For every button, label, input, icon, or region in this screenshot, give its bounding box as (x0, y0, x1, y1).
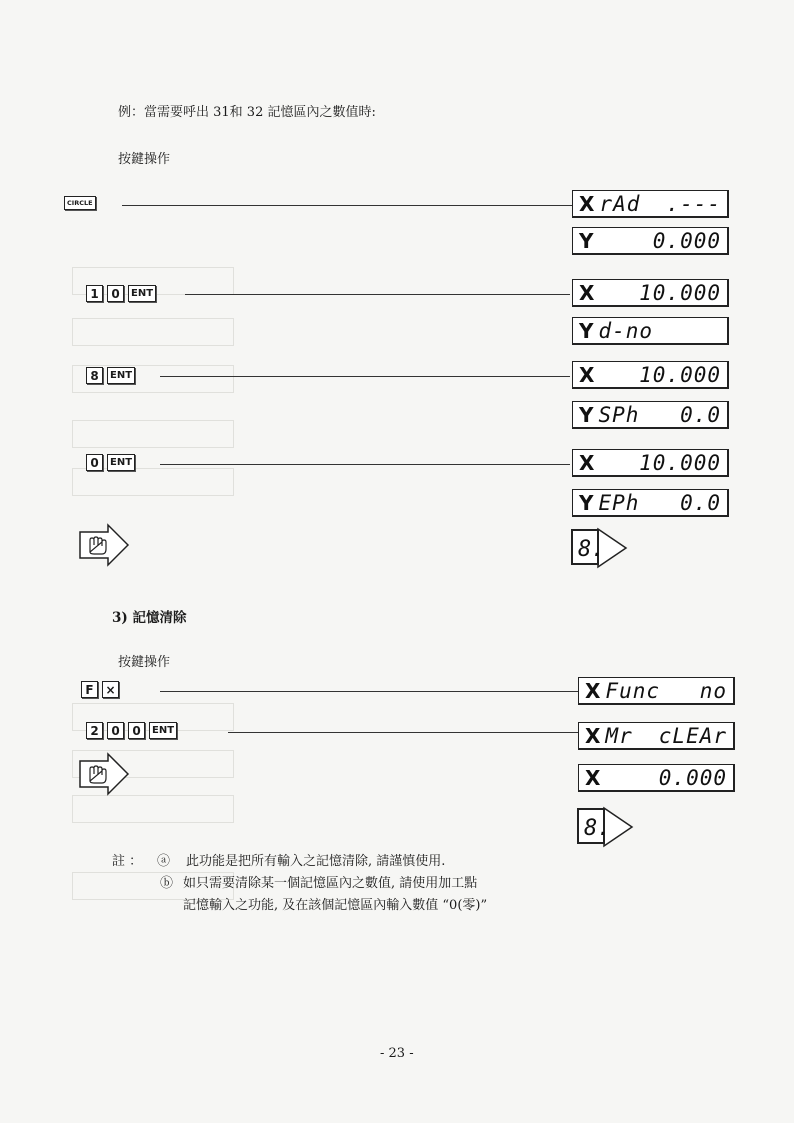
display-text: Mr (605, 723, 633, 748)
connector-line (122, 205, 572, 206)
display-x (578, 722, 735, 750)
display-value: 10.000 (639, 450, 721, 475)
key-sequence (64, 196, 96, 210)
section-title: 3) 記憶清除 (112, 610, 187, 626)
ghost-display (72, 795, 234, 823)
display-value: no (699, 678, 727, 703)
example-text: 例：當需要呼出 31和 32 記憶區內之數值時: (118, 105, 376, 120)
axis-label: X (579, 362, 596, 387)
key-sequence (81, 681, 119, 698)
display-x (578, 677, 735, 705)
ghost-display (72, 468, 234, 496)
note-b-line1: 如只需要清除某一個記憶區內之數值, 請使用加工點 (183, 876, 478, 891)
display-x (572, 190, 729, 218)
axis-label: X (585, 723, 602, 748)
connector-line (185, 294, 570, 295)
display-text: Func (605, 678, 660, 703)
function-key[interactable]: F (81, 681, 98, 698)
display-text: d-no (598, 318, 654, 343)
display-x (572, 279, 729, 307)
note-b-line2: 記憶輸入之功能, 及在該個記憶區內輸入數值 “0(零)” (183, 898, 488, 913)
axis-label: X (585, 765, 602, 790)
display-value: 0.0 (680, 490, 721, 515)
digit-1-key[interactable]: 1 (86, 285, 103, 302)
axis-label: X (585, 678, 602, 703)
key-sequence (86, 285, 156, 302)
display-value: 0.0 (680, 402, 721, 427)
display-value: 0.000 (652, 228, 721, 253)
ent-key[interactable]: ENT (149, 722, 177, 739)
ent-key[interactable]: ENT (107, 454, 135, 471)
indicator-value: 8. (578, 537, 605, 562)
display-value: 0.000 (658, 765, 727, 790)
axis-label: Y (579, 318, 595, 343)
note-a: 此功能是把所有輸入之記憶清除, 請謹慎使用. (186, 854, 446, 869)
digit-0-key[interactable]: 0 (107, 722, 124, 739)
note-label: 註 ： (112, 854, 143, 869)
ghost-display (72, 318, 234, 346)
digit-0-key[interactable]: 0 (86, 454, 103, 471)
connector-line (228, 732, 578, 733)
ent-key[interactable]: ENT (107, 367, 135, 384)
display-value: 10.000 (639, 280, 721, 305)
display-value: cLEAr (658, 723, 727, 748)
ghost-display (72, 420, 234, 448)
display-y (572, 227, 729, 255)
connector-line (160, 464, 570, 465)
connector-line (160, 691, 578, 692)
display-value: 10.000 (639, 362, 721, 387)
key-operation-label: 按鍵操作 (118, 152, 171, 167)
display-y (572, 317, 729, 345)
display-value: .--- (666, 191, 721, 216)
display-x (578, 764, 735, 792)
ent-key[interactable]: ENT (128, 285, 156, 302)
digit-8-key[interactable]: 8 (86, 367, 103, 384)
display-y (572, 489, 729, 517)
hand-pointer-icon (78, 752, 130, 796)
axis-label: X (579, 280, 596, 305)
axis-label: Y (579, 402, 595, 427)
display-x (572, 361, 729, 389)
display-x (572, 449, 729, 477)
note-a-mark: ⓐ (157, 854, 171, 869)
display-text: SPh (598, 402, 640, 427)
circle-key[interactable]: CIRCLE (64, 196, 96, 210)
indicator-display-icon (576, 803, 634, 851)
axis-label: X (579, 450, 596, 475)
indicator-display-icon (570, 524, 628, 572)
key-sequence (86, 367, 135, 384)
display-text: rAd (599, 191, 641, 216)
key-sequence (86, 722, 177, 739)
axis-label: Y (579, 490, 595, 515)
key-operation-label: 按鍵操作 (118, 655, 171, 670)
digit-0-key[interactable]: 0 (128, 722, 145, 739)
hand-pointer-icon (78, 523, 130, 567)
note-b-mark: ⓑ (160, 876, 174, 891)
multiply-key[interactable]: × (102, 681, 119, 698)
display-y (572, 401, 729, 429)
key-sequence (86, 454, 135, 471)
digit-0-key[interactable]: 0 (107, 285, 124, 302)
page-number: - 23 - (380, 1046, 414, 1061)
axis-label: Y (579, 228, 595, 253)
indicator-value: 8. (584, 816, 611, 841)
digit-2-key[interactable]: 2 (86, 722, 103, 739)
display-text: EPh (598, 490, 640, 515)
axis-label: X (579, 191, 596, 216)
connector-line (160, 376, 570, 377)
